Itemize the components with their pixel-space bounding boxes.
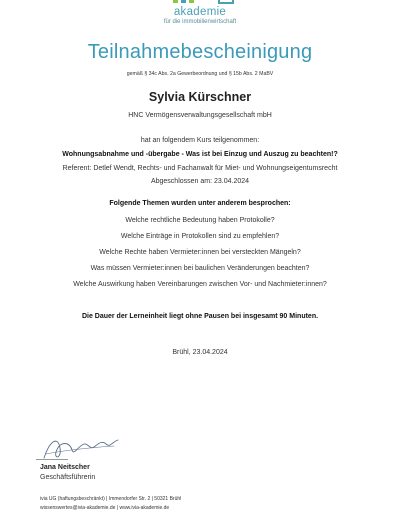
topic-item: Welche rechtliche Bedeutung haben Protokolle? xyxy=(125,217,275,224)
topic-item: Welche Einträge in Protokollen sind zu empfehlen? xyxy=(120,233,280,240)
certificate-title: Teilnahmebescheinigung xyxy=(87,41,313,63)
signer-role: Geschäftsführerin xyxy=(40,474,96,481)
course-referent: Referent: Detlef Wendt, Rechts- und Fachanwalt für Miet- und Wohnungseigentumsrecht xyxy=(62,165,338,172)
footer-address: ivia UG (haftungsbeschränkt) | Immendorfer Str. 2 | 50321 Brühl xyxy=(40,496,182,502)
footer-contact: wissenswertes@ivia-akademie.de | www.ivia-akademie.de xyxy=(40,505,170,511)
topic-item: Welche Auswirkung haben Vereinbarungen zwischen Vor- und Nachmieter:innen? xyxy=(73,281,327,288)
signature-line xyxy=(36,459,68,460)
participant-company: HNC Vermögensverwaltungsgesellschaft mbH xyxy=(128,112,272,119)
academy-logo xyxy=(0,0,400,32)
course-title: Wohnungsabnahme und -übergabe - Was ist bei Einzug und Auszug zu beachten!? xyxy=(62,151,338,158)
course-intro: hat an folgendem Kurs teilgenommen: xyxy=(140,137,260,144)
topics-heading: Folgende Themen wurden unter anderem besprochen: xyxy=(109,200,291,207)
place-date: Brühl, 23.04.2024 xyxy=(172,349,228,356)
logo-name: akademie xyxy=(173,6,227,18)
signer-name: Jana Neitscher xyxy=(40,464,90,471)
signature-image xyxy=(36,430,126,466)
logo-subtitle: für die immobilienwirtschaft xyxy=(163,19,237,25)
course-completed: Abgeschlossen am: 23.04.2024 xyxy=(150,178,250,185)
participant-name: Sylvia Kürschner xyxy=(148,90,252,104)
topic-item: Welche Rechte haben Vermieter:innen bei versteckten Mängeln? xyxy=(99,249,301,256)
legal-basis: gemäß § 34c Abs. 2a Gewerbeordnung und § 15b Abs. 2 MaBV xyxy=(126,71,274,77)
duration-statement: Die Dauer der Lerneinheit liegt ohne Pausen bei insgesamt 90 Minuten. xyxy=(81,313,319,320)
topic-item: Was müssen Vermieter:innen bei baulichen Veränderungen beachten? xyxy=(90,265,310,272)
